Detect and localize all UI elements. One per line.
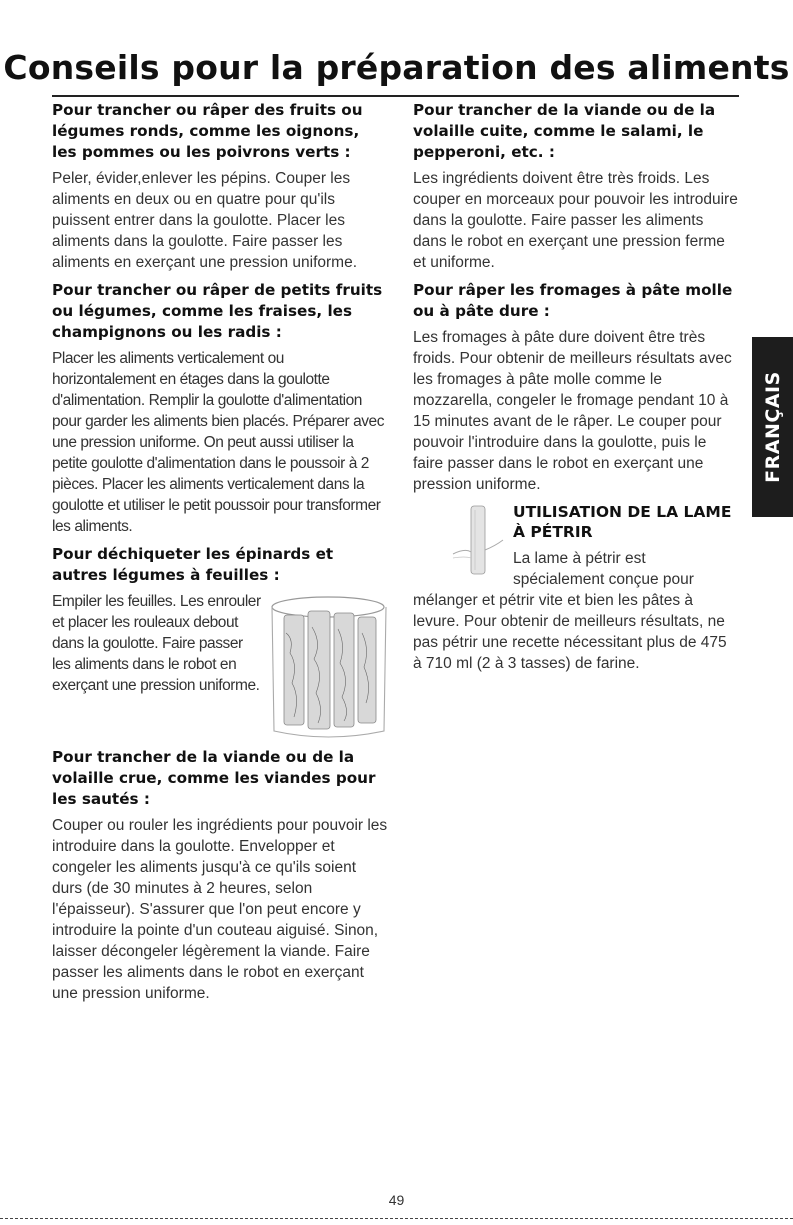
section-heading: Pour trancher ou râper de petits fruits ou légumes, comme les fraises, les champignons ou les radis :	[52, 281, 383, 341]
section-heading: Pour râper les fromages à pâte molle ou à pâte dure :	[413, 281, 733, 320]
right-column	[413, 100, 739, 681]
section-raw-meat	[52, 747, 388, 1004]
section-body: Empiler les feuilles. Les enrouler et placer les rouleaux debout dans la goulotte. Faire passer les aliments dans le robot en exerçant une pression uniforme.	[52, 593, 261, 694]
title-divider	[52, 95, 739, 97]
dough-blade-illustration	[451, 502, 505, 582]
section-heading: Pour trancher de la viande ou de la volaille cuite, comme le salami, le pepperoni, etc. :	[413, 101, 716, 161]
language-side-tab	[752, 337, 793, 517]
section-heading: UTILISATION DE LA LAME À PÉTRIR	[513, 503, 732, 541]
bottom-divider	[0, 1218, 793, 1219]
section-body: Les fromages à pâte dure doivent être très froids. Pour obtenir de meilleurs résultats avec les fromages à pâte molle comme le mozzarella, congeler le fromage pendant 10 à 15 minutes avant de le râper. Le couper pour pouvoir l'introduire dans la goulotte, puis le faire passer dans le robot en exerçant une pression uniforme.	[413, 329, 732, 493]
section-heading: Pour trancher de la viande ou de la volaille crue, comme les viandes pour les sautés :	[52, 748, 376, 808]
section-round-produce	[52, 100, 388, 273]
section-heading: Pour trancher ou râper des fruits ou légumes ronds, comme les oignons, les pommes ou les poivrons verts :	[52, 101, 363, 161]
section-heading: Pour déchiqueter les épinards et autres légumes à feuilles :	[52, 545, 334, 584]
section-dough-blade	[413, 502, 739, 674]
section-cheese	[413, 280, 739, 495]
section-body: Placer les aliments verticalement ou horizontalement en étages dans la goulotte d'alimentation. Remplir la goulotte d'alimentation pour garder les aliments bien placés. Préparer avec une pression uniforme. On peut aussi utiliser la petite goulotte d'alimentation dans le poussoir à 2 pièces. Placer les aliments verticalement dans la goulotte et utiliser le petit poussoir pour transformer les aliments.	[52, 350, 385, 535]
page-number: 49	[388, 1192, 405, 1208]
section-cooked-meat	[413, 100, 739, 273]
section-body: Les ingrédients doivent être très froids. Les couper en morceaux pour pouvoir les introduire dans la goulotte. Faire passer les aliments dans le robot en exerçant une pression ferme et uniforme.	[413, 170, 738, 271]
section-leafy-vegetables	[52, 544, 388, 747]
language-tab-label: FRANÇAIS	[761, 371, 784, 483]
page-title: Conseils pour la préparation des aliments	[3, 48, 790, 87]
section-small-produce	[52, 280, 388, 537]
left-column	[52, 100, 388, 1011]
section-body: Couper ou rouler les ingrédients pour pouvoir les introduire dans la goulotte. Envelopper et congeler les aliments jusqu'à ce qu'ils soient durs (de 30 minutes à 2 heures, selon l'épaisseur). S'assurer que l'on peut encore y introduire la pointe d'un couteau aiguisé. Sinon, laisser décongeler légèrement la viande. Faire passer les aliments dans le robot en exerçant une pression uniforme.	[52, 817, 388, 1002]
section-body: Peler, évider,enlever les pépins. Couper les aliments en deux ou en quatre pour qu'ils puissent entrer dans la goulotte. Placer les aliments dans la goulotte. Faire passer les aliments en exerçant une pression uniforme.	[52, 170, 357, 271]
section-body: La lame à pétrir est spécialement conçue pour mélanger et pétrir vite et bien les pâtes à levure. Pour obtenir de meilleurs résultats, ne pas pétrir une recette nécessitant plus de 475 à 710 ml (2 à 3 tasses) de farine.	[413, 550, 727, 672]
rolled-leaves-in-feed-tube-illustration	[270, 593, 388, 743]
